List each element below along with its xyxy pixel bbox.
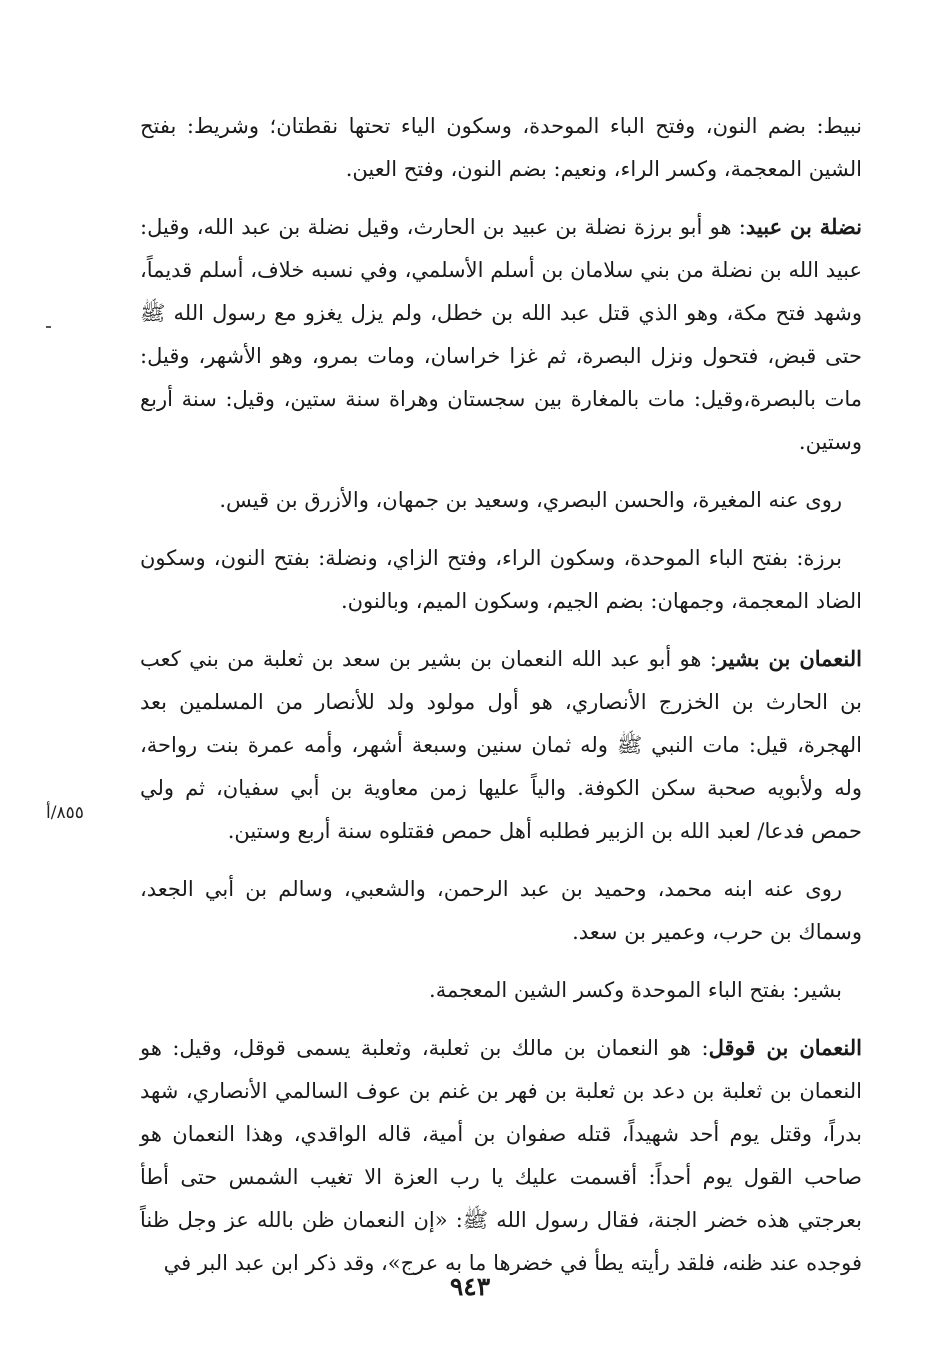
- paragraph-numan-ibn-qawqal: [140, 1026, 862, 1285]
- paragraph-narrators-nadla: [140, 478, 862, 522]
- entry-heading: النعمان بن قوقل: [708, 1035, 862, 1060]
- paragraph-body: بشير: بفتح الباء الموحدة وكسر الشين المعجمة.: [429, 978, 842, 1002]
- paragraph-body: نبيط: بضم النون، وفتح الباء الموحدة، وسكون الياء تحتها نقطتان؛ وشريط: بفتح الشين المعجمة، وكسر الراء، ونعيم: بضم النون، وفتح العين.: [140, 114, 862, 181]
- paragraph-bashir-note: [140, 968, 862, 1012]
- entry-heading: النعمان بن بشير: [716, 646, 862, 671]
- paragraph-body: : هو النعمان بن مالك بن ثعلبة، وثعلبة يسمى قوقل، وقيل: هو النعمان بن ثعلبة بن دعد بن ثعلبة بن فهر بن غنم بن عوف السالمي الأنصاري، شهد بدراً، وقتل يوم أحد شهيداً، قتله صفوان بن أمية، قاله الواقدي، وهذا النعمان هو صاحب القول يوم أحداً: أقسمت عليك يا رب العزة الا تغيب الشمس حتى أطأ بعرجتي هذه خضر الجنة، فقال رسول الله ﷺ: «إن النعمان ظن بالله عز وجل ظناً فوجده عند ظنه، فلقد رأيته يطأ في خضرها ما به عرج»، وقد ذكر ابن عبد البر في: [140, 1036, 862, 1275]
- paragraph-body: برزة: بفتح الباء الموحدة، وسكون الراء، وفتح الزاي، ونضلة: بفتح النون، وسكون الضاد المعجمة، وجمهان: بضم الجيم، وسكون الميم، وبالنون.: [140, 546, 862, 613]
- paragraph-body: روى عنه ابنه محمد، وحميد بن عبد الرحمن، والشعبي، وسالم بن أبي الجعد، وسماك بن حرب، وعمير بن سعد.: [140, 877, 862, 944]
- paragraph-nadla-ibn-ubaid: [140, 205, 862, 464]
- entry-heading: نضلة بن عبيد: [745, 214, 862, 239]
- paragraph-barza-note: [140, 536, 862, 623]
- page-number: ٩٤٣: [449, 1272, 491, 1301]
- paragraph-body: : هو أبو عبد الله النعمان بن بشير بن سعد بن ثعلبة من بني كعب بن الحارث بن الخزرج الأنصاري، هو أول مولود ولد للأنصار من المسلمين بعد الهجرة، قيل: مات النبي ﷺ وله ثمان سنين وسبعة أشهر، وأمه عمرة بنت رواحة، وله ولأبويه صحبة سكن الكوفة. والياً عليها زمن معاوية بن أبي سفيان، ثم ولي حمص فدعا/ لعبد الله بن الزبير فطلبه أهل حمص فقتلوه سنة أربع وستين.: [140, 647, 862, 843]
- manuscript-folio-note: ٨٥٥/أ: [46, 803, 84, 823]
- paragraph-numan-ibn-bashir: [140, 637, 862, 853]
- main-text: [140, 104, 862, 1299]
- margin-mark: [46, 326, 51, 328]
- paragraph-body: روى عنه المغيرة، والحسن البصري، وسعيد بن جمهان، والأزرق بن قيس.: [219, 488, 842, 512]
- paragraph-narrators-numan: [140, 867, 862, 954]
- paragraph-nabit-note: [140, 104, 862, 191]
- paragraph-body: : هو أبو برزة نضلة بن عبيد بن الحارث، وقيل نضلة بن عبد الله، وقيل: عبيد الله بن نضلة من بني سلامان بن أسلم الأسلمي، وفي نسبه خلاف، أسلم قديماً، وشهد فتح مكة، وهو الذي قتل عبد الله بن خطل، ولم يزل يغزو مع رسول الله ﷺ حتى قبض، فتحول ونزل البصرة، ثم غزا خراسان، ومات بمرو، وهو الأشهر، وقيل: مات بالبصرة،وقيل: مات بالمغارة بين سجستان وهراة سنة ستين، وقيل: سنة أربع وستين.: [140, 215, 862, 454]
